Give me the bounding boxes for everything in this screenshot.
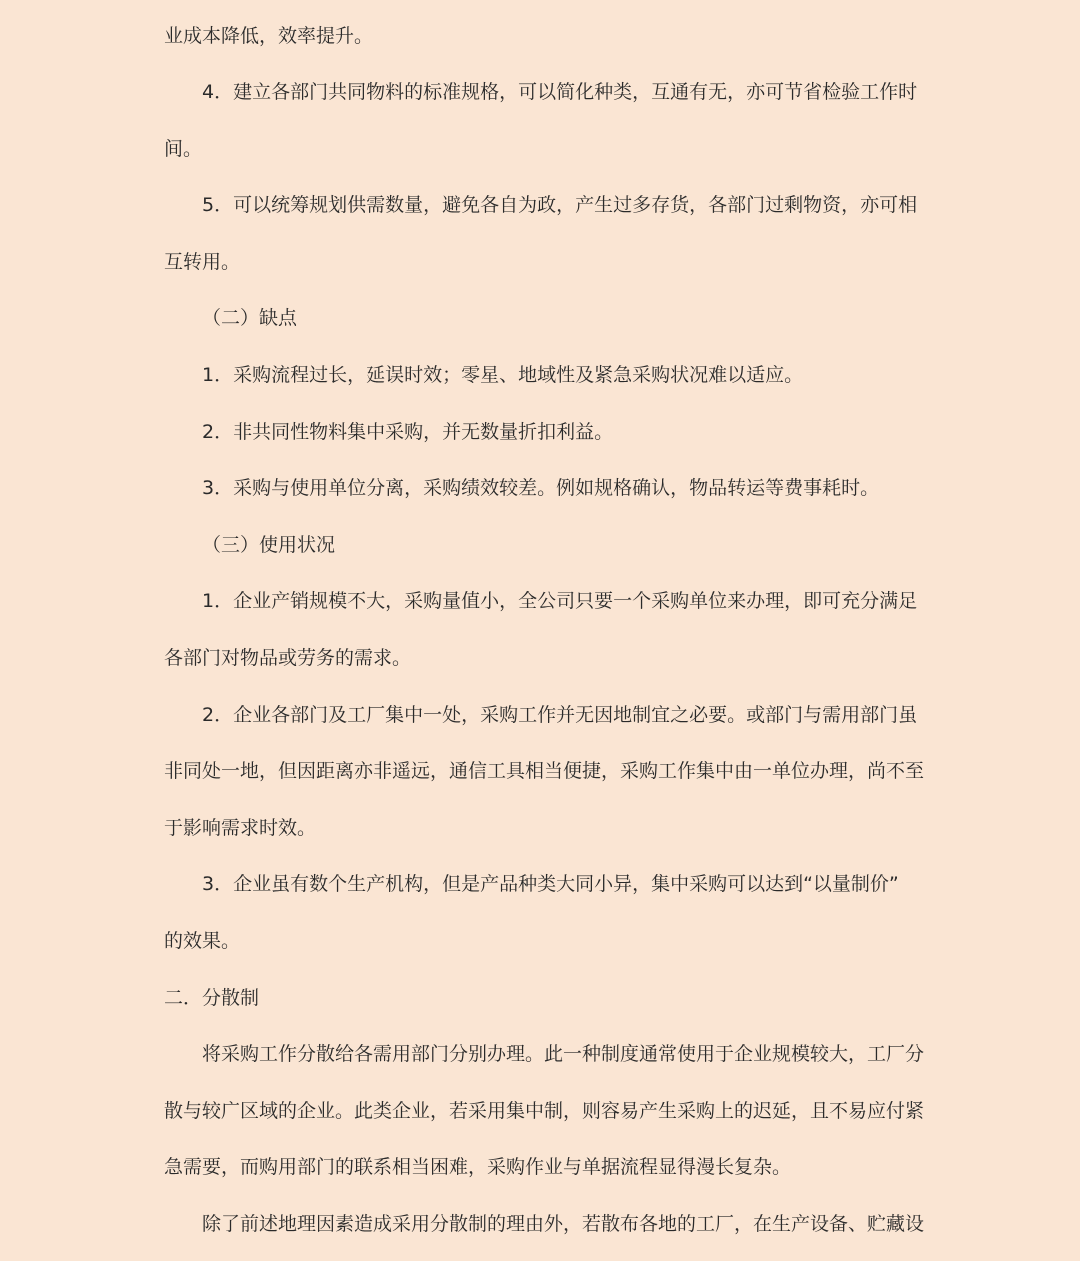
text-line: 将采购工作分散给各需用部门分别办理。此一种制度通常使用于企业规模较大，工厂分 xyxy=(202,1043,924,1065)
text-line: 1．企业产销规模不大，采购量值小，全公司只要一个采购单位来办理，即可充分满足 xyxy=(202,590,918,612)
text-line: 间。 xyxy=(164,138,203,160)
text-line: 3．采购与使用单位分离，采购绩效较差。例如规格确认，物品转运等费事耗时。 xyxy=(202,477,880,499)
text-line: 散与较广区域的企业。此类企业，若采用集中制，则容易产生采购上的迟延，且不易应付紧 xyxy=(164,1100,924,1122)
text-line: 5．可以统筹规划供需数量，避免各自为政，产生过多存货，各部门过剩物资，亦可相 xyxy=(202,194,918,216)
section-heading: （三）使用状况 xyxy=(202,534,336,556)
text-line: 2．企业各部门及工厂集中一处，采购工作并无因地制宜之必要。或部门与需用部门虽 xyxy=(202,704,918,726)
text-line: 3．企业虽有数个生产机构，但是产品种类大同小异，集中采购可以达到“以量制价” xyxy=(202,873,899,895)
text-line: 各部门对物品或劳务的需求。 xyxy=(164,647,412,669)
text-line: 急需要，而购用部门的联系相当困难，采购作业与单据流程显得漫长复杂。 xyxy=(164,1156,792,1178)
text-line: 1．采购流程过长，延误时效；零星、地域性及紧急采购状况难以适应。 xyxy=(202,364,804,386)
text-line: 2．非共同性物料集中采购，并无数量折扣利益。 xyxy=(202,421,614,443)
text-line: 除了前述地理因素造成采用分散制的理由外，若散布各地的工厂，在生产设备、贮藏设 xyxy=(202,1213,924,1235)
text-line: 的效果。 xyxy=(164,930,241,952)
text-line: 业成本降低，效率提升。 xyxy=(164,25,374,47)
section-heading: （二）缺点 xyxy=(202,307,298,329)
text-line: 非同处一地，但因距离亦非遥远，通信工具相当便捷，采购工作集中由一单位办理，尚不至 xyxy=(164,760,924,782)
text-line: 互转用。 xyxy=(164,251,241,273)
section-heading: 二．分散制 xyxy=(164,987,260,1009)
text-line: 4．建立各部门共同物料的标准规格，可以简化种类，互通有无，亦可节省检验工作时 xyxy=(202,81,918,103)
text-line: 于影响需求时效。 xyxy=(164,817,317,839)
